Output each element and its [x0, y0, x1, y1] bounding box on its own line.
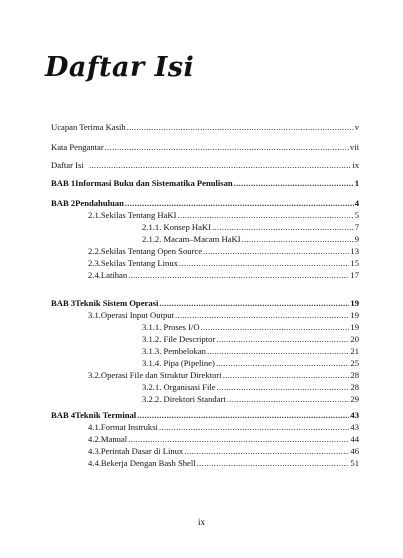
toc-entry-label: Ucapan Terima Kasih [51, 122, 126, 132]
toc-page-number: vii [349, 142, 359, 152]
toc-entry-label: 2.1.2. Macam–Macam HaKI [142, 234, 241, 244]
toc-leader-dots [203, 245, 349, 257]
toc-entry[interactable] [88, 209, 359, 221]
toc-leader-dots [242, 233, 354, 245]
toc-leader-dots [137, 409, 349, 421]
toc-chapter-number: BAB 4 [51, 410, 76, 420]
toc-entry[interactable] [51, 297, 359, 309]
toc-page-number: 7 [354, 222, 359, 232]
toc-leader-dots [227, 393, 350, 405]
toc-entry[interactable] [51, 121, 359, 133]
toc-entry[interactable] [88, 369, 359, 381]
toc-leader-dots [216, 333, 349, 345]
toc-entry-label: Sekilas Tentang Linux [100, 258, 178, 268]
toc-entry[interactable] [88, 245, 359, 257]
toc-leader-dots [207, 345, 349, 357]
toc-entry-label: Operasi File dan Struktur Direktori [100, 370, 222, 380]
toc-leader-dots [197, 457, 350, 469]
toc-page-number: 19 [350, 322, 359, 332]
toc-entry-label: Perintah Dasar di Linux [100, 446, 184, 456]
toc-page-number: 5 [354, 210, 359, 220]
toc-leader-dots [105, 141, 349, 153]
toc-section-number: 4.3. [88, 446, 101, 456]
toc-page-number: 25 [350, 358, 359, 368]
toc-leader-dots [128, 269, 349, 281]
toc-entry[interactable] [88, 445, 359, 457]
toc-page-number: 13 [350, 246, 359, 256]
toc-entry[interactable] [51, 197, 359, 209]
toc-entry-label: Manual [100, 434, 128, 444]
toc-entry[interactable] [88, 269, 359, 281]
toc-leader-dots [217, 381, 350, 393]
toc-section-number: 4.4. [88, 458, 101, 468]
toc-entry-label: 3.1.1. Proses I/O [142, 322, 200, 332]
toc-page-number: 43 [350, 422, 359, 432]
toc-entry-label: 3.2.2. Direktori Standart [142, 394, 226, 404]
toc-entry[interactable] [142, 321, 359, 333]
toc-entry[interactable] [142, 221, 359, 233]
toc-entry-label: Operasi Input Output [100, 310, 174, 320]
toc-page-number: 44 [350, 434, 359, 444]
toc-section-number: 3.2. [88, 370, 101, 380]
toc-entry[interactable] [142, 357, 359, 369]
toc-section-number: 4.2. [88, 434, 101, 444]
page-title: Daftar Isi [45, 52, 195, 83]
toc-entry-label: Sekilas Tentang HaKI [100, 210, 177, 220]
toc-section-number: 2.1. [88, 210, 101, 220]
toc-entry[interactable] [88, 257, 359, 269]
toc-leader-dots [125, 197, 354, 209]
toc-section-number: 2.4. [88, 270, 101, 280]
toc-section-number: 2.3. [88, 258, 101, 268]
toc-leader-dots [179, 257, 349, 269]
toc-chapter-number: BAB 2 [51, 198, 76, 208]
toc-section-number: 3.1. [88, 310, 101, 320]
toc-page-number: 9 [354, 234, 359, 244]
toc-page-number: 17 [350, 270, 359, 280]
toc-entry[interactable] [142, 233, 359, 245]
toc-page-number: 19 [350, 298, 359, 308]
toc-entry-label: Daftar Isi [51, 160, 84, 170]
toc-page-number: 1 [354, 178, 359, 188]
toc-entry[interactable] [88, 309, 359, 321]
toc-leader-dots [89, 159, 351, 171]
toc-entry[interactable] [142, 393, 359, 405]
toc-page-number: 43 [350, 410, 359, 420]
toc-entry-label: 3.2.1. Organisasi File [142, 382, 216, 392]
toc-page-number: 20 [350, 334, 359, 344]
toc-page-number: 4 [354, 198, 359, 208]
toc-leader-dots [234, 177, 354, 189]
toc-page-number: 15 [350, 258, 359, 268]
toc-entry[interactable] [142, 333, 359, 345]
toc-leader-dots [216, 357, 350, 369]
toc-entry-label: Format Instruksi [100, 422, 158, 432]
toc-entry[interactable] [142, 345, 359, 357]
toc-page-number: 28 [350, 382, 359, 392]
toc-page-number: 21 [350, 346, 359, 356]
toc-entry[interactable] [51, 177, 359, 189]
toc-page-number: 28 [350, 370, 359, 380]
toc-entry-label: 3.1.2. File Descriptor [142, 334, 216, 344]
toc-leader-dots [201, 321, 350, 333]
toc-entry-label: 3.1.4. Pipa (Pipeline) [142, 358, 215, 368]
toc-page-number: 51 [350, 458, 359, 468]
toc-leader-dots [159, 297, 349, 309]
toc-leader-dots [128, 433, 349, 445]
toc-entry-label: Informasi Buku dan Sistematika Penulisan [75, 178, 233, 188]
toc-entry[interactable] [51, 159, 359, 171]
toc-entry-label: Pendahuluan [75, 198, 124, 208]
toc-entry-label: Sekilas Tentang Open Source [100, 246, 203, 256]
toc-entry-label: Teknik Sistem Operasi [75, 298, 159, 308]
toc-section-number: 4.1. [88, 422, 101, 432]
toc-entry[interactable] [51, 141, 359, 153]
toc-page-number: 19 [350, 310, 359, 320]
toc-entry-label: 2.1.1. Konsep HaKI [142, 222, 211, 232]
toc-leader-dots [159, 421, 349, 433]
toc-entry-label: Teknik Terminal [75, 410, 137, 420]
toc-entry[interactable] [88, 457, 359, 469]
toc-leader-dots [223, 369, 350, 381]
toc-leader-dots [212, 221, 354, 233]
toc-leader-dots [184, 445, 349, 457]
toc-entry-label: Latihan [100, 270, 128, 280]
toc-leader-dots [175, 309, 349, 321]
toc-entry[interactable] [88, 433, 359, 445]
toc-entry-label: 3.1.3. Pembelokan [142, 346, 206, 356]
toc-entry[interactable] [51, 409, 359, 421]
toc-entry[interactable] [142, 381, 359, 393]
toc-page-number: 29 [350, 394, 359, 404]
toc-page-number: ix [352, 160, 359, 170]
toc-chapter-number: BAB 3 [51, 298, 76, 308]
toc-entry-label: Bekerja Dengan Bash Shell [100, 458, 196, 468]
toc-entry[interactable] [88, 421, 359, 433]
toc-page-number: v [354, 122, 359, 132]
toc-chapter-number: BAB 1 [51, 178, 76, 188]
toc-section-number: 2.2. [88, 246, 101, 256]
toc-entry-label: Kata Pengantar [51, 142, 104, 152]
toc-page-number: 46 [350, 446, 359, 456]
toc-leader-dots [178, 209, 354, 221]
footer-page-number: ix [197, 517, 205, 527]
toc-leader-dots [127, 121, 354, 133]
